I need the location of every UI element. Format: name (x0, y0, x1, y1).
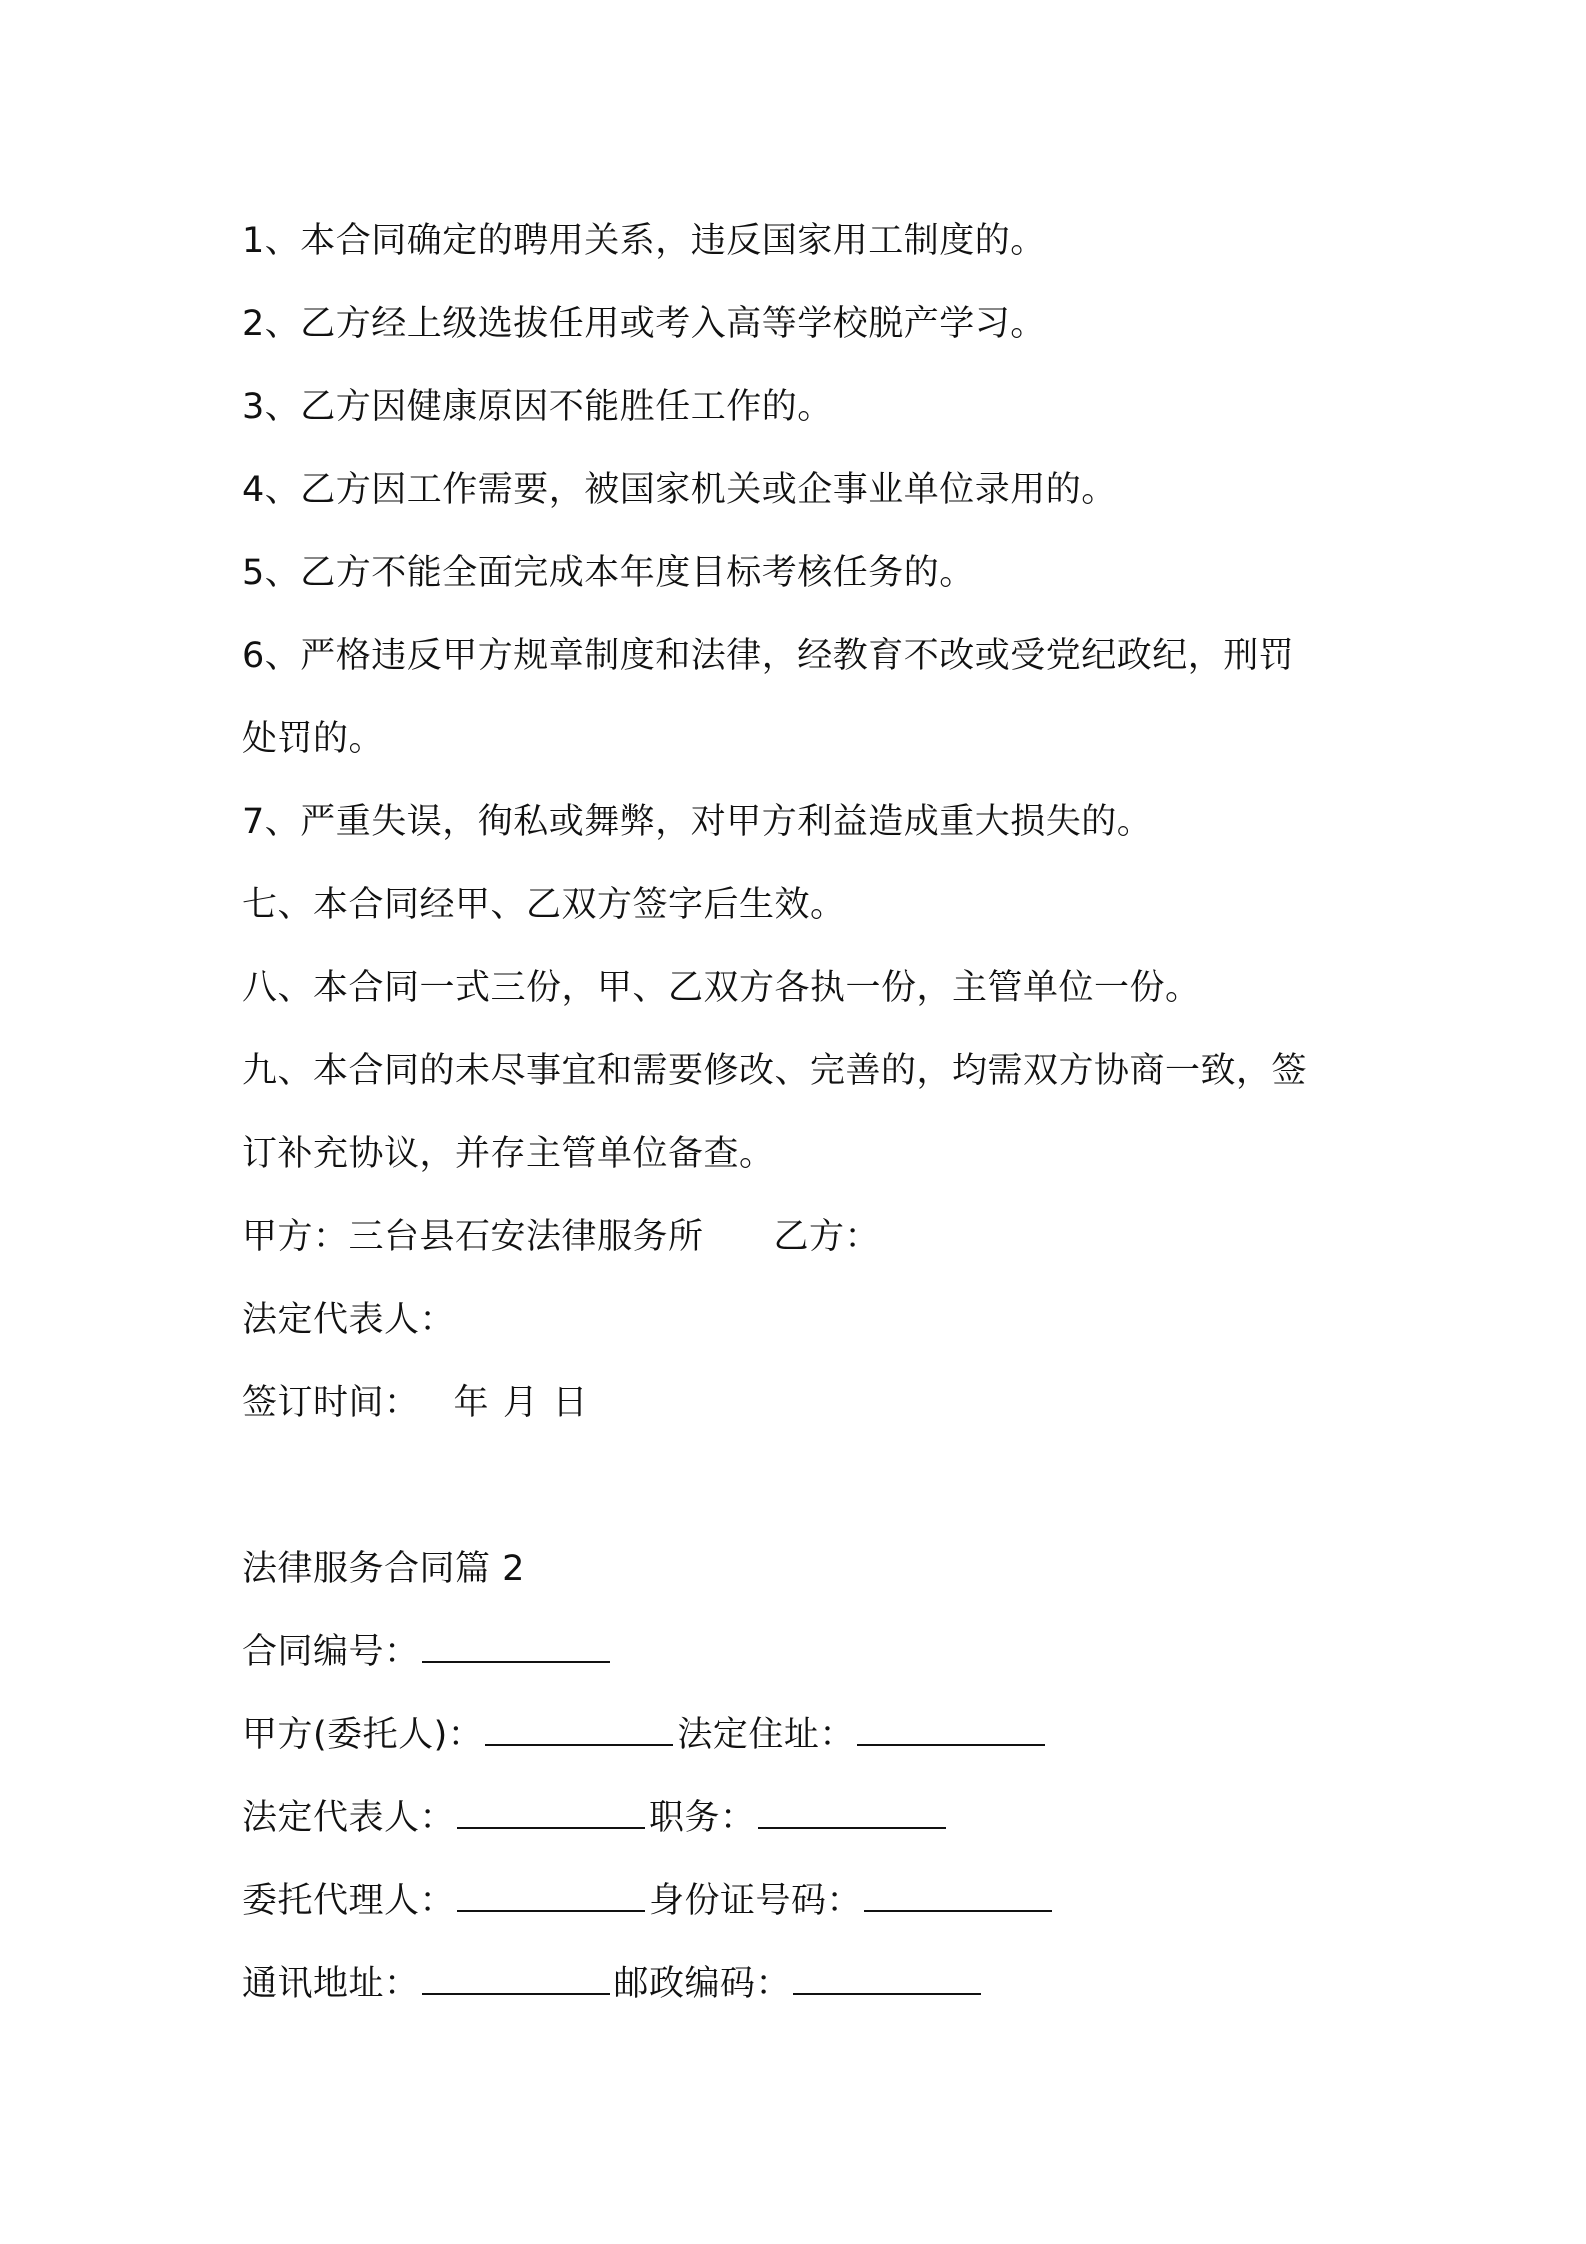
article-9-line-1: 九、本合同的未尽事宜和需要修改、完善的，均需双方协商一致，签 (242, 1051, 1308, 1091)
postal-code-blank (793, 1963, 981, 1995)
id-number-label: 身份证号码： (649, 1881, 863, 1921)
legal-address-label: 法定住址： (677, 1715, 855, 1755)
clause-7: 7、严重失误，徇私或舞弊，对甲方利益造成重大损失的。 (242, 802, 1153, 842)
signature-parties (242, 1196, 1362, 1279)
legal-rep-label: 法定代表人： (242, 1798, 456, 1838)
clause-2: 2、乙方经上级选拔任用或考入高等学校脱产学习。 (242, 304, 1046, 344)
date-day: 日 (552, 1383, 589, 1423)
clause-6-line-1: 6、严格违反甲方规章制度和法律，经教育不改或受党纪政纪，刑罚 (242, 636, 1295, 676)
contract-number-blank (422, 1631, 610, 1663)
mail-address-blank (422, 1963, 610, 1995)
contract-number-row (242, 1611, 1362, 1694)
agent-blank (457, 1880, 645, 1912)
clause-3: 3、乙方因健康原因不能胜任工作的。 (242, 387, 833, 427)
article-8: 八、本合同一式三份，甲、乙双方各执一份，主管单位一份。 (242, 968, 1201, 1008)
id-number-blank (864, 1880, 1052, 1912)
agent-label: 委托代理人： (242, 1881, 456, 1921)
clause-4: 4、乙方因工作需要，被国家机关或企事业单位录用的。 (242, 470, 1117, 510)
contract2-title: 法律服务合同篇 2 (242, 1549, 525, 1589)
client-blank (485, 1714, 673, 1746)
clause-1: 1、本合同确定的聘用关系，违反国家用工制度的。 (242, 221, 1046, 261)
date-label: 签订时间： (242, 1383, 420, 1423)
postal-code-label: 邮政编码： (613, 1964, 792, 2004)
article-7: 七、本合同经甲、乙双方签字后生效。 (242, 885, 846, 925)
legal-rep-blank (457, 1797, 645, 1829)
contract-number-label: 合同编号： (242, 1632, 420, 1672)
position-label: 职务： (649, 1798, 756, 1838)
party-b-label: 乙方： (773, 1217, 881, 1257)
clause-6-line-2: 处罚的。 (242, 719, 385, 759)
signature-date (242, 1362, 1362, 1445)
signature-legal-rep: 法定代表人： (242, 1300, 456, 1340)
legal-address-blank (857, 1714, 1045, 1746)
position-blank (758, 1797, 946, 1829)
party-a-label: 甲方：三台县石安法律服务所 (242, 1217, 704, 1257)
client-row (242, 1694, 1362, 1777)
address-row (242, 1943, 1362, 2026)
date-year: 年 (453, 1383, 490, 1423)
date-month: 月 (503, 1383, 539, 1423)
document-body (242, 200, 1362, 2026)
client-label: 甲方(委托人)： (242, 1715, 484, 1755)
section-spacer (242, 1445, 1362, 1528)
clause-5: 5、乙方不能全面完成本年度目标考核任务的。 (242, 553, 975, 593)
agent-row (242, 1860, 1362, 1943)
mail-address-label: 通讯地址： (242, 1964, 420, 2004)
article-9-line-2: 订补充协议，并存主管单位备查。 (242, 1134, 775, 1174)
legal-rep-row (242, 1777, 1362, 1860)
